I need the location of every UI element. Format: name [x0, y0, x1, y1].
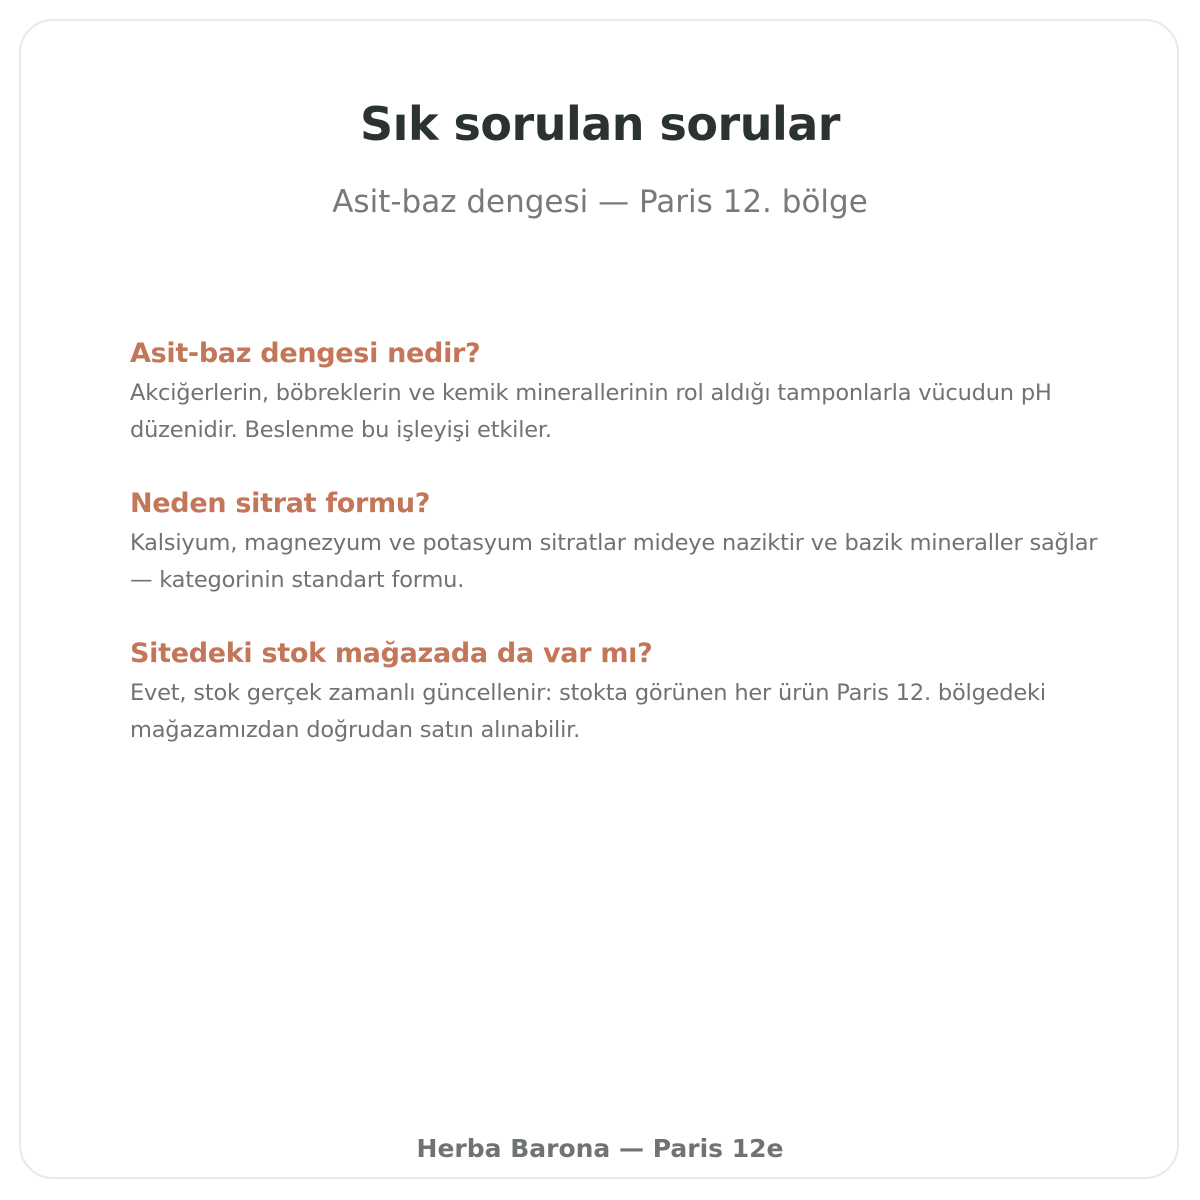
page-subtitle: Asit-baz dengesi — Paris 12. bölge [332, 184, 868, 220]
page-title: Sık sorulan sorular [360, 97, 840, 151]
faq-question: Sitedeki stok mağazada da var mı? [130, 638, 653, 669]
faq-item [130, 335, 1120, 449]
faq-question: Neden sitrat formu? [130, 488, 431, 519]
faq-item [130, 485, 1120, 599]
faq-answer: Akciğerlerin, böbreklerin ve kemik minerallerinin rol aldığı tamponlarla vücudun pH düzenidir. Beslenme bu işleyişi etkiler. [130, 380, 1052, 443]
footer-brand: Herba Barona — Paris 12e [416, 1134, 784, 1163]
faq-answer: Evet, stok gerçek zamanlı güncellenir: stokta görünen her ürün Paris 12. bölgedeki mağazamızdan doğrudan satın alınabilir. [130, 680, 1046, 743]
faq-answer: Kalsiyum, magnezyum ve potasyum sitratlar mideye naziktir ve bazik mineraller sağlar — kategorinin standart formu. [130, 530, 1098, 593]
faq-list [130, 335, 1120, 785]
faq-question: Asit-baz dengesi nedir? [130, 338, 481, 369]
faq-item [130, 635, 1120, 749]
